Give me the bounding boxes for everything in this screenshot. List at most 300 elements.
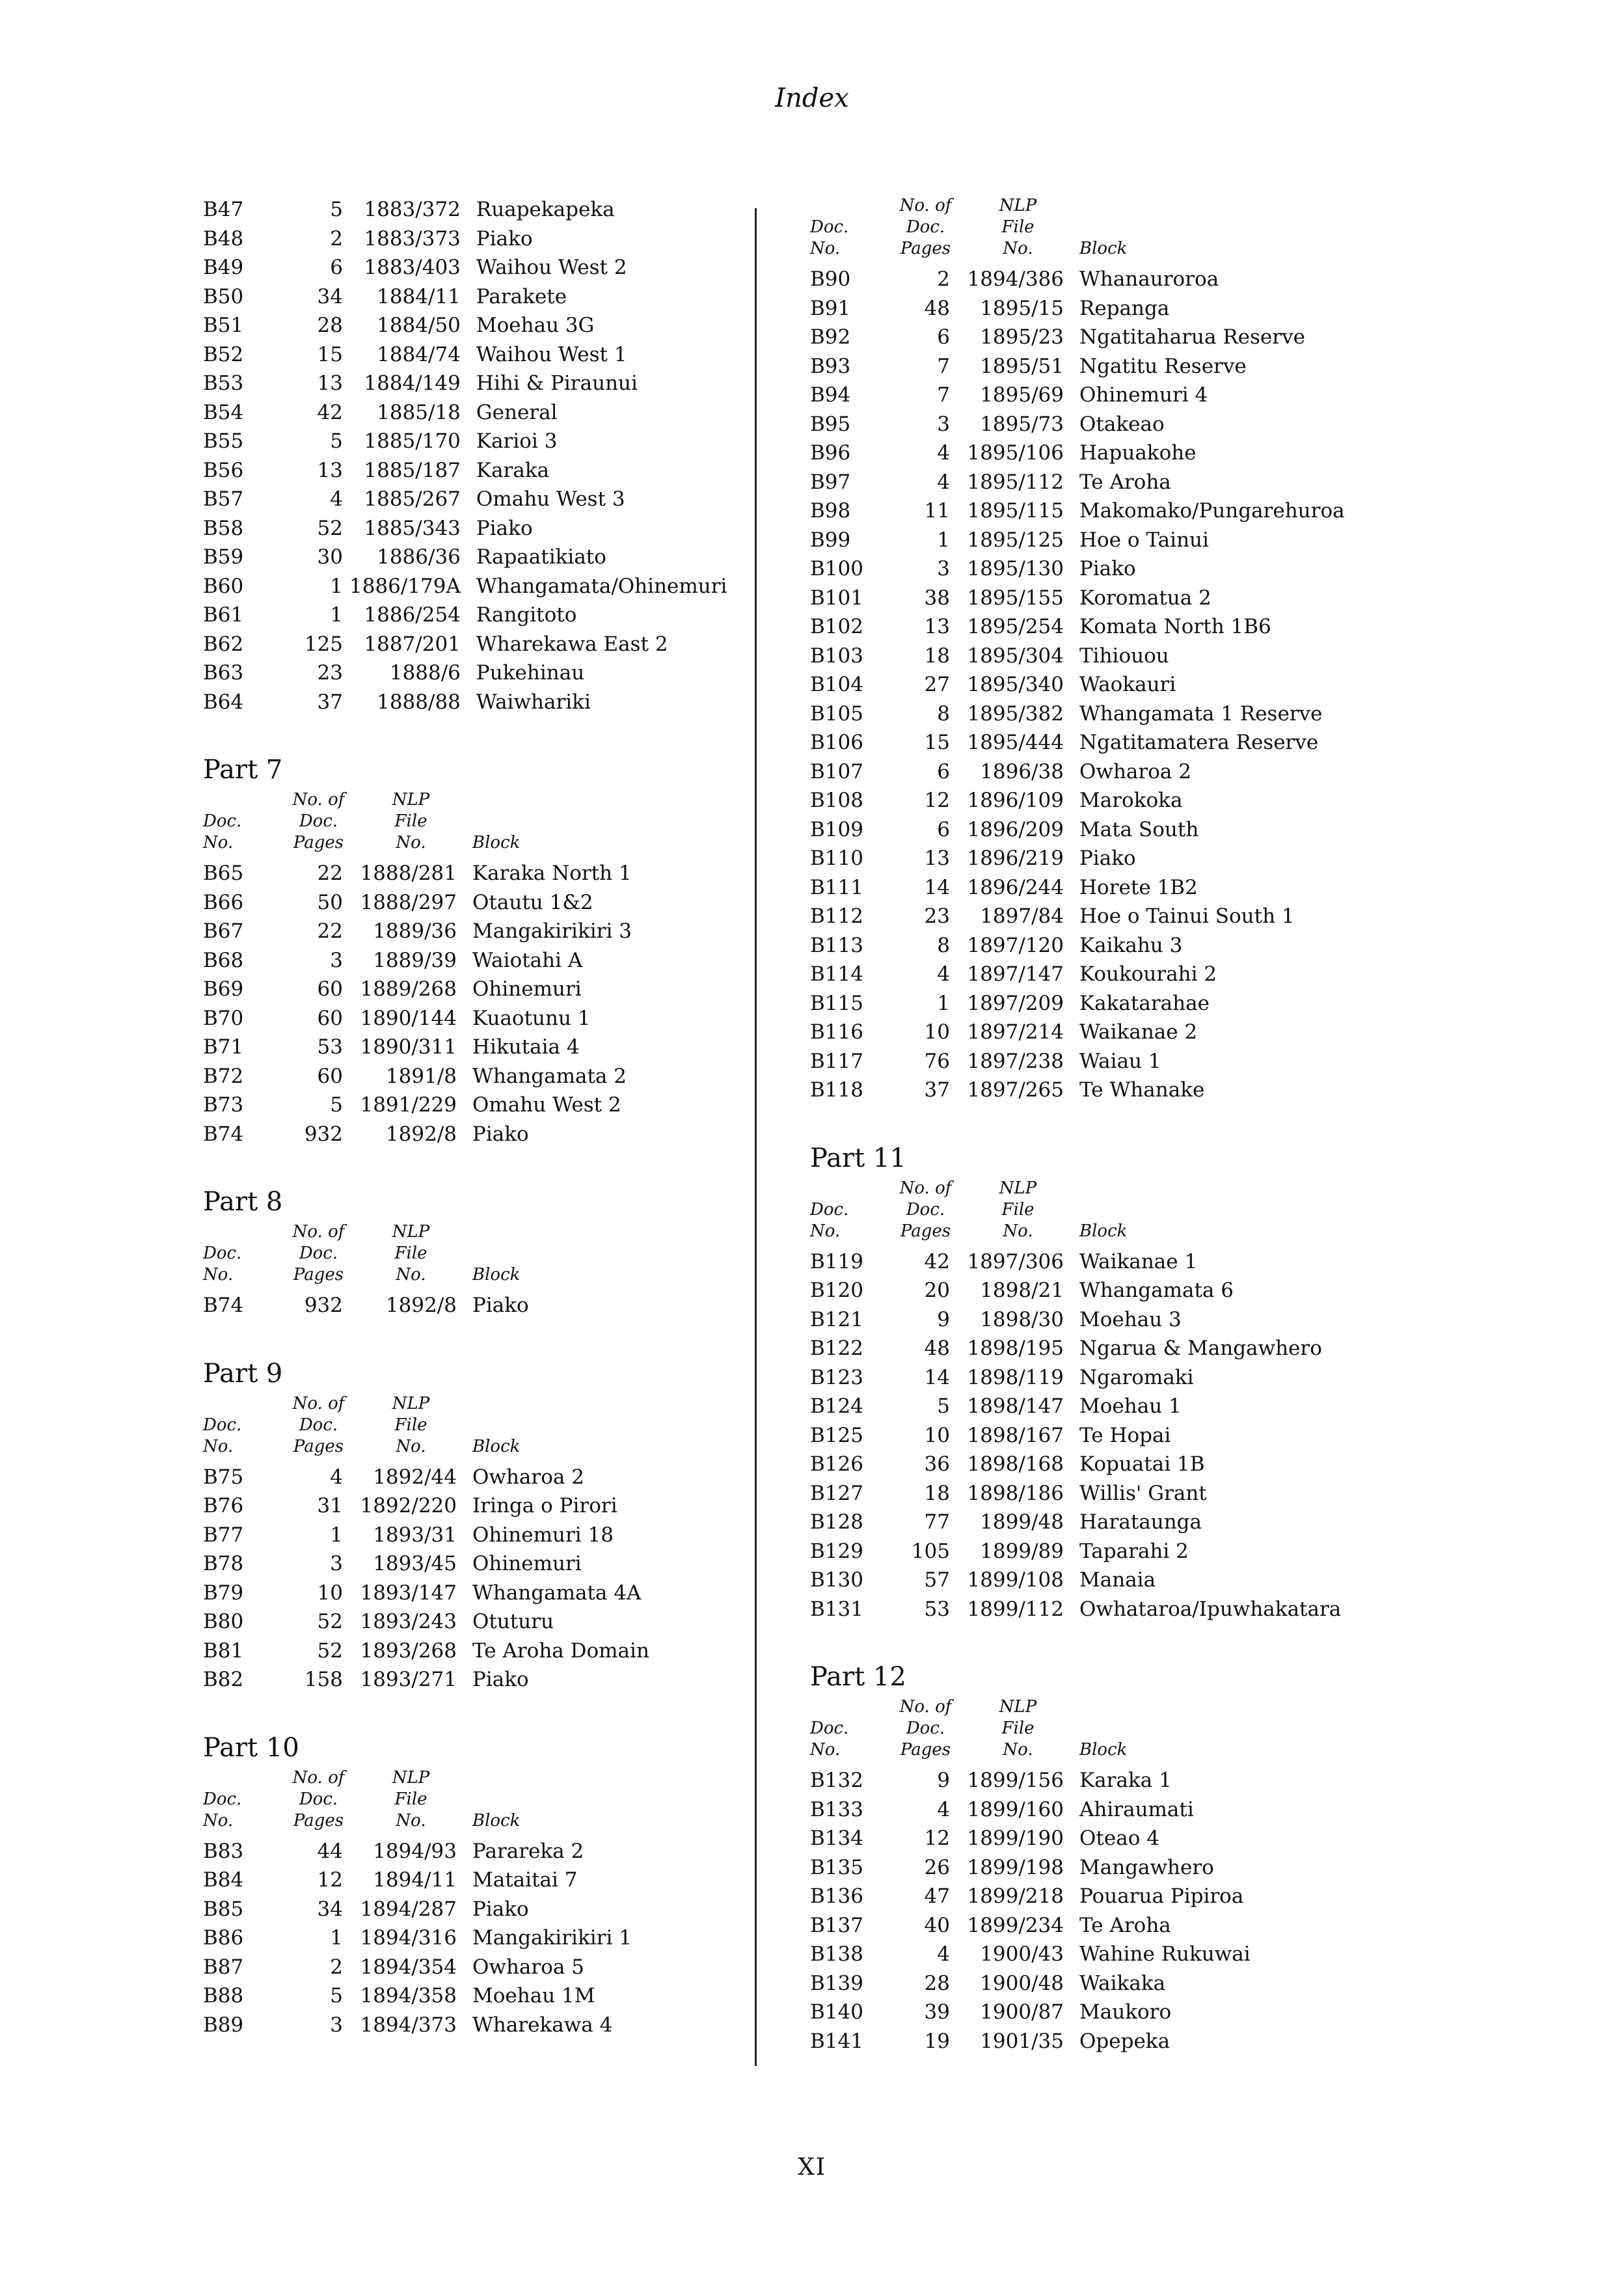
block-cell: Harataunga <box>1079 1510 1202 1534</box>
table-body <box>810 1247 1341 1624</box>
table-header <box>203 1221 529 1291</box>
file-no-cell: 1893/45 <box>373 1552 457 1576</box>
pages-cell: 4 <box>330 487 343 511</box>
file-no-cell: 1889/36 <box>373 919 457 944</box>
doc-no-cell: B84 <box>203 1868 244 1892</box>
doc-no-cell: B75 <box>203 1465 244 1489</box>
table-row <box>810 844 1345 873</box>
table-row <box>203 888 632 918</box>
pages-cell: 42 <box>924 1249 950 1273</box>
doc-no-cell: B132 <box>810 1769 863 1793</box>
block-cell: Taparahi 2 <box>1079 1539 1189 1563</box>
table-row <box>203 1866 632 1895</box>
table-body <box>810 1766 1251 2056</box>
doc-no-cell: B128 <box>810 1510 863 1534</box>
header-pages-line: Pages <box>900 1221 951 1241</box>
doc-no-cell: B116 <box>810 1020 863 1044</box>
header-pages <box>288 1393 349 1463</box>
pages-cell: 13 <box>317 458 343 482</box>
header-pages <box>895 195 956 265</box>
file-no-cell: 1884/50 <box>377 314 461 338</box>
doc-no-cell: B106 <box>810 731 863 755</box>
header-row <box>810 1696 1251 1766</box>
file-no-cell: 1899/160 <box>967 1797 1064 1821</box>
doc-no-cell: B134 <box>810 1827 863 1851</box>
table-row <box>810 1334 1341 1363</box>
doc-no-cell: B92 <box>810 325 851 349</box>
pages-cell: 40 <box>924 1913 950 1937</box>
file-no-cell: 1883/372 <box>364 198 461 222</box>
table-row <box>810 410 1345 439</box>
page-title: Index <box>775 83 849 113</box>
doc-no-cell: B102 <box>810 615 863 639</box>
index-table <box>203 1767 632 2040</box>
table-row <box>810 1911 1251 1940</box>
block-cell: Pukehinau <box>476 661 585 685</box>
file-no-cell: 1899/48 <box>980 1510 1064 1534</box>
file-no-cell: 1893/31 <box>373 1523 457 1547</box>
part-heading: Part 11 <box>810 1143 906 1173</box>
header-doc-no-line: Doc. <box>203 1789 242 1809</box>
file-no-cell: 1895/15 <box>980 296 1064 320</box>
pages-cell: 27 <box>924 673 950 697</box>
file-no-cell: 1885/343 <box>364 516 461 540</box>
pages-cell: 22 <box>317 862 343 886</box>
file-no-cell: 1895/125 <box>967 528 1064 552</box>
table-header <box>203 1767 632 1837</box>
header-doc-no <box>810 1178 895 1247</box>
doc-no-cell: B127 <box>810 1481 863 1505</box>
block-cell: Whangamata 4A <box>472 1581 642 1605</box>
table-row <box>203 225 727 254</box>
pages-cell: 12 <box>317 1868 343 1892</box>
doc-no-cell: B65 <box>203 862 244 886</box>
block-cell: Horete 1B2 <box>1079 875 1198 899</box>
pages-cell: 14 <box>924 1365 950 1389</box>
file-no-cell: 1895/444 <box>967 731 1064 755</box>
block-cell: Parareka 2 <box>472 1839 584 1863</box>
header-file-no <box>349 789 472 859</box>
block-cell: Owharoa 5 <box>472 1955 584 1979</box>
doc-no-cell: B47 <box>203 198 244 222</box>
block-cell: Waikanae 2 <box>1079 1020 1198 1044</box>
doc-no-cell: B95 <box>810 412 851 436</box>
block-cell: Piako <box>1079 847 1136 871</box>
header-pages-line: Pages <box>900 1740 951 1760</box>
doc-no-cell: B85 <box>203 1897 244 1921</box>
table-row <box>203 253 727 282</box>
pages-cell: 31 <box>317 1494 343 1518</box>
table-row <box>203 282 727 312</box>
file-no-cell: 1894/386 <box>967 267 1064 292</box>
pages-cell: 53 <box>317 1035 343 1059</box>
header-file-no <box>956 195 1079 265</box>
header-pages-line: No. of <box>292 790 345 810</box>
doc-no-cell: B124 <box>810 1395 863 1419</box>
doc-no-cell: B133 <box>810 1797 863 1821</box>
table-row <box>810 468 1345 497</box>
block-cell: Mataitai 7 <box>472 1868 578 1892</box>
doc-no-cell: B82 <box>203 1668 244 1692</box>
pages-cell: 15 <box>317 342 343 366</box>
file-no-cell: 1894/354 <box>360 1955 457 1979</box>
table-row <box>203 369 727 398</box>
header-file-no <box>349 1767 472 1837</box>
header-file-no-line: File <box>394 1415 427 1435</box>
pages-cell: 4 <box>330 1465 343 1489</box>
block-cell: Moehau 1M <box>472 1984 595 2008</box>
header-file-no-line: NLP <box>999 196 1037 215</box>
file-no-cell: 1898/119 <box>967 1365 1064 1389</box>
block-cell: Rangitoto <box>476 603 577 627</box>
file-no-cell: 1886/254 <box>364 603 461 627</box>
pages-cell: 4 <box>937 441 950 465</box>
table-row <box>203 1637 649 1666</box>
header-row <box>810 195 1345 265</box>
doc-no-cell: B53 <box>203 372 244 396</box>
header-pages-line: Doc. <box>299 811 338 831</box>
table-row <box>810 1276 1341 1305</box>
file-no-cell: 1898/147 <box>967 1395 1064 1419</box>
table-row <box>810 873 1345 903</box>
pages-cell: 158 <box>304 1668 343 1692</box>
header-pages <box>288 1767 349 1837</box>
header-file-no <box>349 1221 472 1291</box>
table-row <box>810 728 1345 757</box>
file-no-cell: 1886/36 <box>377 545 461 569</box>
table-row <box>810 1940 1251 1969</box>
pages-cell: 10 <box>924 1020 950 1044</box>
table-row <box>810 1853 1251 1883</box>
header-doc-no-line: Doc. <box>810 1719 849 1738</box>
block-cell: Omahu West 2 <box>472 1093 621 1117</box>
block-cell: Hapuakohe <box>1079 441 1197 465</box>
file-no-cell: 1895/73 <box>980 412 1064 436</box>
pages-cell: 3 <box>937 412 950 436</box>
pages-cell: 5 <box>330 429 343 454</box>
pages-cell: 42 <box>317 400 343 424</box>
pages-cell: 1 <box>937 528 950 552</box>
block-cell: Ohinemuri 18 <box>472 1523 614 1547</box>
pages-cell: 47 <box>924 1885 950 1909</box>
doc-no-cell: B97 <box>810 470 851 494</box>
header-doc-no-line: No. <box>810 1221 841 1241</box>
header-file-no-line: NLP <box>999 1178 1037 1198</box>
table-row <box>810 1508 1341 1537</box>
table-header <box>203 1393 649 1463</box>
pages-cell: 12 <box>924 789 950 813</box>
file-no-cell: 1888/297 <box>360 890 457 914</box>
part-heading: Part 8 <box>203 1187 283 1217</box>
pages-cell: 39 <box>924 2000 950 2024</box>
header-pages-line: Pages <box>293 1810 344 1830</box>
table-row <box>810 1421 1341 1450</box>
doc-no-cell: B57 <box>203 487 244 511</box>
index-table <box>203 195 727 716</box>
table-row <box>203 1033 632 1062</box>
table-row <box>810 1450 1341 1479</box>
block-cell: Waihou West 1 <box>476 342 627 366</box>
file-no-cell: 1891/8 <box>385 1064 457 1088</box>
table-row <box>810 815 1345 845</box>
block-cell: Marokoka <box>1079 789 1183 813</box>
block-cell: Whangamata 2 <box>472 1064 627 1088</box>
doc-no-cell: B83 <box>203 1839 244 1863</box>
file-no-cell: 1893/147 <box>360 1581 457 1605</box>
doc-no-cell: B140 <box>810 2000 863 2024</box>
block-cell: Opepeka <box>1079 2029 1171 2053</box>
pages-cell: 23 <box>924 905 950 929</box>
header-file-no-line: File <box>1001 217 1035 237</box>
block-cell: Mata South <box>1079 817 1199 841</box>
block-cell: General <box>476 400 558 424</box>
file-no-cell: 1894/93 <box>373 1839 457 1863</box>
doc-no-cell: B112 <box>810 905 863 929</box>
table-row <box>203 456 727 485</box>
table-row <box>203 1837 632 1866</box>
file-no-cell: 1897/306 <box>967 1249 1064 1273</box>
doc-no-cell: B119 <box>810 1249 863 1273</box>
header-pages <box>288 789 349 859</box>
file-no-cell: 1894/287 <box>360 1897 457 1921</box>
doc-no-cell: B122 <box>810 1337 863 1361</box>
pages-cell: 30 <box>317 545 343 569</box>
header-file-no-line: NLP <box>392 1767 430 1788</box>
block-cell: Wharekawa East 2 <box>476 632 668 656</box>
header-block <box>1079 1178 1341 1247</box>
pages-cell: 60 <box>317 1006 343 1030</box>
header-doc-no <box>203 1767 288 1837</box>
pages-cell: 12 <box>924 1827 950 1851</box>
column-divider <box>755 208 757 2066</box>
table-row <box>810 439 1345 468</box>
table-row <box>203 543 727 572</box>
pages-cell: 1 <box>330 603 343 627</box>
file-no-cell: 1899/198 <box>967 1855 1064 1879</box>
section-part-9 <box>203 1354 750 1694</box>
header-row <box>203 1767 632 1837</box>
file-no-cell: 1890/311 <box>360 1035 457 1059</box>
table-row <box>810 1595 1341 1624</box>
table-row <box>810 902 1345 931</box>
doc-no-cell: B113 <box>810 933 863 957</box>
header-row <box>810 1178 1341 1247</box>
header-file-no-line: No. <box>1003 1740 1033 1760</box>
table-row <box>203 1953 632 1982</box>
block-cell: Pouarua Pipiroa <box>1079 1885 1244 1909</box>
block-cell: Owhataroa/Ipuwhakatara <box>1079 1597 1342 1621</box>
index-table <box>203 789 632 1149</box>
table-row <box>203 1981 632 2011</box>
file-no-cell: 1883/403 <box>364 256 461 280</box>
doc-no-cell: B107 <box>810 759 863 783</box>
block-cell: Whangamata 6 <box>1079 1279 1234 1303</box>
block-cell: Karaka <box>476 458 550 482</box>
pages-cell: 34 <box>317 1897 343 1921</box>
block-cell: Ngarua & Mangawhero <box>1079 1337 1322 1361</box>
block-cell: Ohinemuri <box>472 1552 582 1576</box>
header-file-no-line: NLP <box>392 1222 430 1242</box>
file-no-cell: 1897/147 <box>967 962 1064 987</box>
table-row <box>810 1824 1251 1853</box>
table-row <box>203 1091 632 1120</box>
table-body <box>203 1837 632 2040</box>
doc-no-cell: B135 <box>810 1855 863 1879</box>
doc-no-cell: B101 <box>810 586 863 610</box>
header-file-no <box>956 1178 1079 1247</box>
block-cell: Whangamata 1 Reserve <box>1079 701 1323 726</box>
block-cell: Owharoa 2 <box>472 1465 584 1489</box>
header-block <box>1079 1696 1251 1766</box>
block-cell: Piako <box>1079 557 1136 581</box>
pages-cell: 1 <box>937 991 950 1015</box>
pages-cell: 34 <box>317 284 343 308</box>
pages-cell: 3 <box>330 1552 343 1576</box>
block-cell: Ruapekapeka <box>476 198 615 222</box>
doc-no-cell: B103 <box>810 644 863 668</box>
part-heading: Part 12 <box>810 1662 906 1692</box>
table-row <box>810 786 1345 815</box>
pages-cell: 6 <box>330 256 343 280</box>
file-no-cell: 1895/382 <box>967 701 1064 726</box>
doc-no-cell: B48 <box>203 226 244 251</box>
doc-no-cell: B76 <box>203 1494 244 1518</box>
section-part-7 <box>203 750 750 1149</box>
header-block <box>472 1221 529 1291</box>
header-pages <box>288 1221 349 1291</box>
part-heading: Part 9 <box>203 1358 283 1389</box>
doc-no-cell: B96 <box>810 441 851 465</box>
file-no-cell: 1885/267 <box>364 487 461 511</box>
doc-no-cell: B58 <box>203 516 244 540</box>
block-cell: Te Aroha Domain <box>472 1639 649 1663</box>
pages-cell: 1 <box>330 574 343 598</box>
file-no-cell: 1894/11 <box>373 1868 457 1892</box>
file-no-cell: 1899/108 <box>967 1568 1064 1592</box>
doc-no-cell: B80 <box>203 1610 244 1634</box>
file-no-cell: 1883/373 <box>364 226 461 251</box>
pages-cell: 18 <box>924 644 950 668</box>
block-cell: Kopuatai 1B <box>1079 1452 1205 1476</box>
file-no-cell: 1897/209 <box>967 991 1064 1015</box>
file-no-cell: 1884/11 <box>377 284 461 308</box>
doc-no-cell: B74 <box>203 1122 244 1146</box>
block-cell: Kuaotunu 1 <box>472 1006 591 1030</box>
block-cell: Piako <box>476 516 533 540</box>
pages-cell: 5 <box>330 1093 343 1117</box>
header-file-no-line: No. <box>396 833 426 852</box>
table-row <box>203 1004 632 1033</box>
table-row <box>810 1018 1345 1047</box>
file-no-cell: 1895/304 <box>967 644 1064 668</box>
doc-no-cell: B60 <box>203 574 244 598</box>
pages-cell: 60 <box>317 1064 343 1088</box>
doc-no-cell: B141 <box>810 2029 863 2053</box>
pages-cell: 28 <box>924 1971 950 1995</box>
block-cell: Te Hopai <box>1079 1423 1171 1447</box>
index-table <box>203 1393 649 1694</box>
table-row <box>203 946 632 975</box>
header-block <box>472 1393 649 1463</box>
table-row <box>810 1479 1341 1508</box>
doc-no-cell: B87 <box>203 1955 244 1979</box>
file-no-cell: 1899/190 <box>967 1827 1064 1851</box>
header-doc-no-line: Doc. <box>810 217 849 237</box>
file-no-cell: 1887/201 <box>364 632 461 656</box>
table-row <box>810 1566 1341 1595</box>
table-row <box>203 917 632 946</box>
pages-cell: 26 <box>924 1855 950 1879</box>
pages-cell: 5 <box>330 198 343 222</box>
header-block <box>1079 195 1345 265</box>
pages-cell: 18 <box>924 1481 950 1505</box>
table-row <box>810 1766 1251 1795</box>
file-no-cell: 1900/87 <box>980 2000 1064 2024</box>
doc-no-cell: B52 <box>203 342 244 366</box>
doc-no-cell: B64 <box>203 690 244 714</box>
table-row <box>203 659 727 688</box>
section-continuation <box>203 195 750 716</box>
pages-cell: 50 <box>317 890 343 914</box>
block-cell: Waokauri <box>1079 673 1176 697</box>
header-doc-no-line: Doc. <box>810 1199 849 1219</box>
doc-no-cell: B79 <box>203 1581 244 1605</box>
header-block-text: Block <box>472 1436 521 1456</box>
table-row <box>203 1895 632 1924</box>
file-no-cell: 1897/84 <box>980 905 1064 929</box>
pages-cell: 7 <box>937 354 950 378</box>
table-row <box>810 1392 1341 1421</box>
pages-cell: 52 <box>317 1610 343 1634</box>
header-file-no-line: File <box>394 1789 427 1809</box>
pages-cell: 10 <box>924 1423 950 1447</box>
doc-no-cell: B63 <box>203 661 244 685</box>
doc-no-cell: B100 <box>810 557 863 581</box>
table-row <box>203 601 727 630</box>
table-row <box>810 670 1345 700</box>
file-no-cell: 1895/340 <box>967 673 1064 697</box>
section-part-10 <box>203 1728 750 2040</box>
table-row <box>203 1924 632 1953</box>
table-row <box>203 572 727 601</box>
header-block-text: Block <box>1079 239 1128 258</box>
header-pages-line: No. of <box>292 1767 345 1788</box>
doc-no-cell: B56 <box>203 458 244 482</box>
pages-cell: 4 <box>937 1797 950 1821</box>
file-no-cell: 1900/48 <box>980 1971 1064 1995</box>
table-row <box>203 1549 649 1579</box>
header-file-no-line: No. <box>396 1265 426 1285</box>
block-cell: Moehau 3 <box>1079 1307 1182 1331</box>
header-doc-no <box>203 1393 288 1463</box>
header-pages-line: Doc. <box>906 1719 945 1738</box>
file-no-cell: 1894/316 <box>360 1926 457 1950</box>
file-no-cell: 1898/186 <box>967 1481 1064 1505</box>
file-no-cell: 1895/51 <box>980 354 1064 378</box>
block-cell: Komata North 1B6 <box>1079 615 1271 639</box>
header-file-no-line: No. <box>1003 239 1033 258</box>
table-row <box>810 584 1345 613</box>
file-no-cell: 1898/30 <box>980 1307 1064 1331</box>
file-no-cell: 1895/106 <box>967 441 1064 465</box>
table-row <box>810 1795 1251 1825</box>
doc-no-cell: B55 <box>203 429 244 454</box>
doc-no-cell: B89 <box>203 2013 244 2037</box>
header-doc-no-line: No. <box>203 1810 234 1830</box>
table-row <box>203 859 632 888</box>
doc-no-cell: B74 <box>203 1294 244 1318</box>
header-pages-line: No. of <box>899 1178 952 1198</box>
